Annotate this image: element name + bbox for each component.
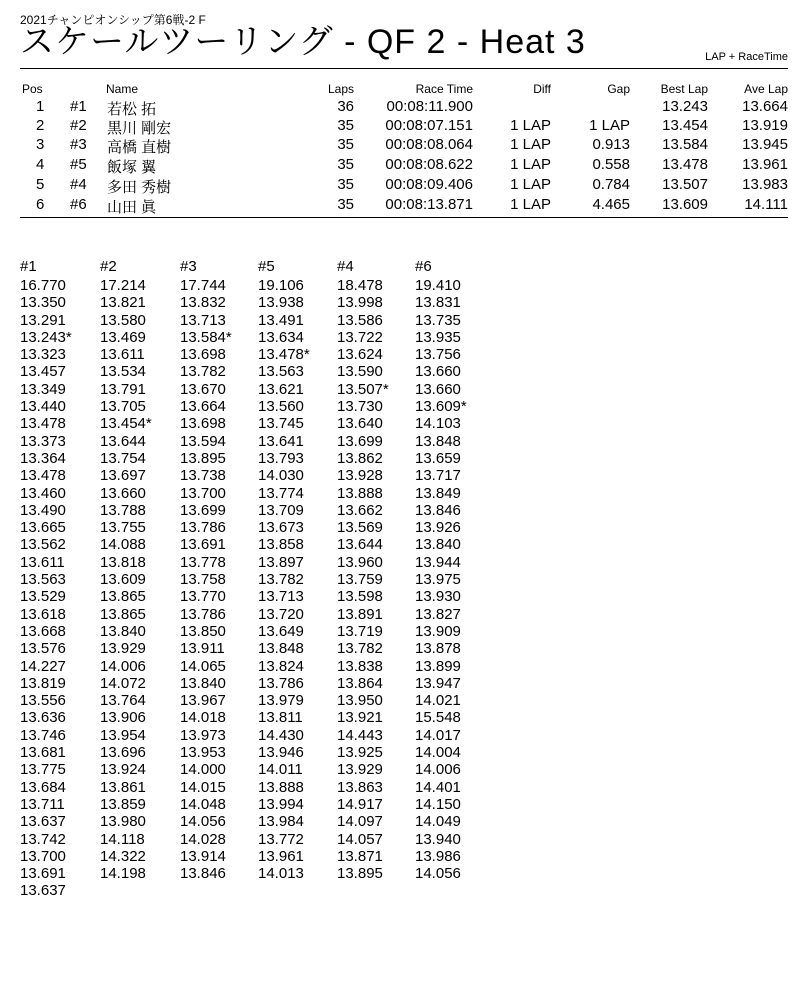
result-ave-lap: 13.983 [742, 176, 788, 193]
lap-time: 13.756 [415, 346, 461, 364]
result-diff: 1 LAP [510, 196, 551, 213]
lap-time: 13.849 [415, 484, 461, 502]
result-gap: 0.558 [592, 156, 630, 173]
col-header-ave-lap: Ave Lap [744, 82, 788, 96]
lap-time: 14.011 [258, 761, 303, 779]
lap-time: 13.636 [20, 709, 66, 727]
result-number: #6 [70, 196, 87, 213]
lap-time: 13.611 [100, 346, 145, 364]
result-pos: 3 [36, 136, 45, 153]
lap-time: 13.609 [100, 571, 146, 589]
lap-time: 13.954 [100, 726, 146, 744]
lap-time: 13.786 [180, 519, 226, 537]
lap-column [337, 277, 389, 882]
page-title: スケールツーリング - QF 2 - Heat 3 [20, 23, 586, 61]
result-best-lap: 13.507 [662, 176, 708, 193]
result-race-time: 00:08:07.151 [385, 117, 473, 134]
lap-time: 13.832 [180, 294, 226, 312]
lap-time: 14.021 [415, 692, 461, 710]
lap-time: 19.106 [258, 277, 304, 294]
lap-time: 13.967 [180, 692, 226, 710]
lap-time: 13.791 [100, 380, 146, 398]
lap-time: 13.840 [100, 622, 146, 640]
lap-time: 13.827 [415, 605, 461, 623]
result-name: 山田 眞 [107, 199, 157, 216]
lap-time: 13.953 [180, 744, 226, 762]
lap-time: 13.621 [258, 380, 304, 398]
lap-time: 13.454* [100, 415, 152, 433]
lap-time: 19.410 [415, 277, 461, 294]
lap-time: 14.006 [100, 657, 146, 675]
lap-time: 13.730 [337, 398, 383, 416]
lap-time: 13.609* [415, 398, 467, 416]
lap-time: 13.788 [100, 501, 146, 519]
lap-time: 13.865 [100, 588, 146, 606]
lap-time: 13.764 [100, 692, 146, 710]
result-gap: 0.784 [592, 176, 630, 193]
lap-time: 13.935 [415, 328, 461, 346]
lap-time: 14.056 [415, 865, 461, 883]
lap-time: 13.980 [100, 813, 146, 831]
result-row [0, 196, 800, 215]
lap-column [258, 277, 310, 882]
lap-time: 13.819 [20, 674, 66, 692]
report-mode: LAP + RaceTime [705, 51, 788, 63]
lap-time: 14.097 [337, 813, 383, 831]
result-name: 高橋 直樹 [107, 139, 172, 156]
result-race-time: 00:08:09.406 [385, 176, 473, 193]
lap-time: 13.624 [337, 346, 383, 364]
lap-header-driver: #4 [337, 258, 354, 275]
lap-time: 13.946 [258, 744, 304, 762]
result-ave-lap: 13.664 [742, 98, 788, 115]
result-best-lap: 13.584 [662, 136, 708, 153]
lap-time: 13.960 [337, 553, 383, 571]
result-pos: 2 [36, 117, 45, 134]
lap-time: 13.644 [337, 536, 383, 554]
lap-time: 14.017 [415, 726, 461, 744]
lap-time: 13.711 [20, 795, 65, 813]
lap-time: 13.349 [20, 380, 66, 398]
lap-time: 13.713 [180, 311, 226, 329]
lap-time: 14.198 [100, 865, 146, 883]
lap-time: 13.888 [337, 484, 383, 502]
lap-time: 13.560 [258, 398, 304, 416]
result-number: #5 [70, 156, 87, 173]
lap-time: 13.782 [180, 363, 226, 381]
lap-time: 13.745 [258, 415, 304, 433]
lap-time: 13.490 [20, 501, 66, 519]
result-name: 多田 秀樹 [107, 179, 172, 196]
result-name: 若松 拓 [107, 101, 157, 118]
lap-time: 13.865 [100, 605, 146, 623]
col-header-gap: Gap [607, 82, 630, 96]
lap-time: 13.862 [337, 449, 383, 467]
result-row [0, 176, 800, 195]
lap-time: 13.979 [258, 692, 304, 710]
lap-time: 14.057 [337, 830, 383, 848]
lap-time: 13.848 [258, 640, 304, 658]
lap-time: 13.529 [20, 588, 66, 606]
lap-time: 14.056 [180, 813, 226, 831]
lap-time: 13.291 [20, 311, 66, 329]
lap-time: 13.373 [20, 432, 66, 450]
lap-time: 13.350 [20, 294, 66, 312]
lap-time: 13.975 [415, 571, 461, 589]
result-row [0, 156, 800, 175]
result-race-time: 00:08:08.064 [385, 136, 473, 153]
lap-time: 13.759 [337, 571, 383, 589]
lap-time: 18.478 [337, 277, 383, 294]
lap-time: 14.028 [180, 830, 226, 848]
result-pos: 4 [36, 156, 45, 173]
lap-time: 14.227 [20, 657, 66, 675]
lap-time: 13.742 [20, 830, 66, 848]
result-gap: 1 LAP [589, 117, 630, 134]
lap-time: 13.668 [20, 622, 66, 640]
lap-time: 13.775 [20, 761, 66, 779]
col-header-laps: Laps [327, 82, 354, 96]
lap-time: 13.705 [100, 398, 146, 416]
lap-time: 13.871 [337, 847, 383, 865]
result-race-time: 00:08:11.900 [386, 98, 473, 115]
result-number: #2 [70, 117, 87, 134]
lap-time: 13.925 [337, 744, 383, 762]
lap-time: 13.665 [20, 519, 66, 537]
lap-time: 13.858 [258, 536, 304, 554]
lap-time: 13.786 [180, 605, 226, 623]
lap-time: 13.660 [100, 484, 146, 502]
lap-time: 13.878 [415, 640, 461, 658]
lap-time: 13.772 [258, 830, 304, 848]
lap-time: 13.824 [258, 657, 304, 675]
lap-time: 13.717 [415, 467, 461, 485]
lap-time: 13.930 [415, 588, 461, 606]
result-row [0, 98, 800, 117]
col-header-pos: Pos [22, 82, 43, 96]
lap-time: 13.569 [337, 519, 383, 537]
lap-column [180, 277, 232, 882]
lap-time: 13.534 [100, 363, 146, 381]
lap-time: 14.004 [415, 744, 461, 762]
lap-time: 13.950 [337, 692, 383, 710]
result-number: #3 [70, 136, 87, 153]
lap-time: 13.848 [415, 432, 461, 450]
lap-time: 13.986 [415, 847, 461, 865]
result-pos: 6 [36, 196, 45, 213]
lap-time: 14.030 [258, 467, 304, 485]
lap-time: 13.928 [337, 467, 383, 485]
lap-time: 13.911 [180, 640, 225, 658]
lap-time: 13.940 [415, 830, 461, 848]
results-top-rule [20, 68, 788, 69]
event-name: 2021チャンピオンシップ第6戦-2 F [20, 13, 206, 27]
lap-time: 13.673 [258, 519, 304, 537]
lap-time: 13.698 [180, 415, 226, 433]
result-row [0, 117, 800, 136]
lap-time: 13.840 [180, 674, 226, 692]
lap-column [20, 277, 72, 900]
lap-time: 14.150 [415, 795, 461, 813]
lap-time: 13.926 [415, 519, 461, 537]
result-ave-lap: 13.945 [742, 136, 788, 153]
lap-time: 13.895 [180, 449, 226, 467]
lap-time: 14.118 [100, 830, 145, 848]
lap-time: 13.831 [415, 294, 461, 312]
lap-time: 14.013 [258, 865, 304, 883]
lap-time: 13.888 [258, 778, 304, 796]
lap-time: 13.755 [100, 519, 146, 537]
lap-time: 16.770 [20, 277, 66, 294]
result-race-time: 00:08:08.622 [385, 156, 473, 173]
lap-header-driver: #2 [100, 258, 117, 275]
lap-column [415, 277, 467, 882]
lap-time: 13.618 [20, 605, 66, 623]
result-ave-lap: 13.961 [742, 156, 788, 173]
lap-time: 13.580 [100, 311, 146, 329]
lap-time: 13.863 [337, 778, 383, 796]
lap-time: 17.744 [180, 277, 226, 294]
lap-time: 13.994 [258, 795, 304, 813]
lap-time: 13.938 [258, 294, 304, 312]
lap-time: 14.018 [180, 709, 226, 727]
lap-time: 13.586 [337, 311, 383, 329]
result-laps: 36 [337, 98, 354, 115]
lap-time: 13.691 [180, 536, 226, 554]
lap-time: 13.929 [337, 761, 383, 779]
lap-time: 13.469 [100, 328, 146, 346]
lap-time: 13.637 [20, 882, 66, 900]
lap-time: 13.700 [20, 847, 66, 865]
lap-time: 13.700 [180, 484, 226, 502]
result-laps: 35 [337, 176, 354, 193]
lap-time: 13.840 [415, 536, 461, 554]
lap-time: 13.460 [20, 484, 66, 502]
lap-time: 14.443 [337, 726, 383, 744]
lap-time: 13.670 [180, 380, 226, 398]
lap-time: 13.634 [258, 328, 304, 346]
result-laps: 35 [337, 136, 354, 153]
lap-time: 13.897 [258, 553, 304, 571]
lap-time: 13.864 [337, 674, 383, 692]
lap-time: 13.929 [100, 640, 146, 658]
col-header-diff: Diff [533, 82, 551, 96]
result-number: #4 [70, 176, 87, 193]
result-pos: 1 [36, 98, 45, 115]
result-diff: 1 LAP [510, 156, 551, 173]
lap-time: 13.786 [258, 674, 304, 692]
result-pos: 5 [36, 176, 45, 193]
result-gap: 0.913 [592, 136, 630, 153]
lap-time: 14.000 [180, 761, 226, 779]
lap-time: 13.590 [337, 363, 383, 381]
lap-time: 14.401 [415, 778, 461, 796]
lap-time: 13.709 [258, 501, 304, 519]
lap-header-driver: #6 [415, 258, 432, 275]
col-header-best-lap: Best Lap [660, 82, 708, 96]
lap-time: 13.722 [337, 328, 383, 346]
lap-time: 13.921 [337, 709, 383, 727]
lap-time: 13.696 [100, 744, 146, 762]
lap-time: 14.103 [415, 415, 461, 433]
lap-time: 14.917 [337, 795, 383, 813]
lap-time: 13.664 [180, 398, 226, 416]
lap-time: 13.793 [258, 449, 304, 467]
lap-time: 13.735 [415, 311, 461, 329]
lap-time: 13.859 [100, 795, 146, 813]
lap-time: 13.323 [20, 346, 66, 364]
lap-time: 13.637 [20, 813, 66, 831]
lap-time: 13.944 [415, 553, 461, 571]
lap-time: 13.811 [258, 709, 303, 727]
lap-time: 13.774 [258, 484, 304, 502]
result-diff: 1 LAP [510, 176, 551, 193]
lap-time: 13.770 [180, 588, 226, 606]
lap-time: 13.698 [180, 346, 226, 364]
lap-time: 13.649 [258, 622, 304, 640]
lap-time: 13.738 [180, 467, 226, 485]
lap-time: 13.758 [180, 571, 226, 589]
lap-time: 13.641 [258, 432, 304, 450]
lap-time: 13.576 [20, 640, 66, 658]
result-ave-lap: 14.111 [744, 196, 788, 213]
lap-header-driver: #1 [20, 258, 37, 275]
result-diff: 1 LAP [510, 117, 551, 134]
lap-time: 13.598 [337, 588, 383, 606]
lap-time: 13.662 [337, 501, 383, 519]
lap-header-driver: #3 [180, 258, 197, 275]
lap-time: 13.699 [180, 501, 226, 519]
lap-time: 13.961 [258, 847, 304, 865]
lap-time: 13.895 [337, 865, 383, 883]
lap-time: 13.713 [258, 588, 304, 606]
result-laps: 35 [337, 117, 354, 134]
lap-time: 13.457 [20, 363, 66, 381]
col-header-race-time: Race Time [415, 82, 473, 96]
lap-time: 13.846 [180, 865, 226, 883]
lap-time: 15.548 [415, 709, 461, 727]
lap-time: 14.430 [258, 726, 304, 744]
lap-time: 13.998 [337, 294, 383, 312]
lap-time: 13.478* [258, 346, 310, 364]
lap-time: 14.088 [100, 536, 146, 554]
lap-time: 13.909 [415, 622, 461, 640]
result-best-lap: 13.243 [662, 98, 708, 115]
lap-time: 13.364 [20, 449, 66, 467]
result-name: 黒川 剛宏 [107, 120, 172, 137]
lap-time: 14.072 [100, 674, 146, 692]
lap-time: 13.754 [100, 449, 146, 467]
lap-time: 14.006 [415, 761, 461, 779]
lap-time: 13.984 [258, 813, 304, 831]
lap-time: 13.699 [337, 432, 383, 450]
result-laps: 35 [337, 156, 354, 173]
lap-time: 13.719 [337, 622, 383, 640]
result-diff: 1 LAP [510, 136, 551, 153]
results-bottom-rule [20, 217, 788, 218]
lap-time: 13.644 [100, 432, 146, 450]
result-name: 飯塚 翼 [107, 159, 157, 176]
lap-time: 14.015 [180, 778, 226, 796]
lap-time: 13.563 [20, 571, 66, 589]
lap-time: 13.778 [180, 553, 226, 571]
result-best-lap: 13.609 [662, 196, 708, 213]
lap-time: 13.924 [100, 761, 146, 779]
lap-time: 13.611 [20, 553, 65, 571]
lap-time: 14.049 [415, 813, 461, 831]
lap-time: 13.861 [100, 778, 146, 796]
lap-time: 13.746 [20, 726, 66, 744]
lap-time: 13.697 [100, 467, 146, 485]
lap-time: 13.478 [20, 415, 66, 433]
lap-time: 13.681 [20, 744, 66, 762]
lap-time: 13.562 [20, 536, 66, 554]
result-race-time: 00:08:13.871 [385, 196, 473, 213]
lap-time: 13.660 [415, 380, 461, 398]
lap-time: 13.584* [180, 328, 232, 346]
lap-time: 13.906 [100, 709, 146, 727]
lap-time: 13.563 [258, 363, 304, 381]
result-gap: 4.465 [592, 196, 630, 213]
result-best-lap: 13.454 [662, 117, 708, 134]
lap-time: 13.556 [20, 692, 66, 710]
lap-time: 13.684 [20, 778, 66, 796]
lap-time: 13.973 [180, 726, 226, 744]
lap-time: 13.491 [258, 311, 304, 329]
lap-time: 13.640 [337, 415, 383, 433]
lap-time: 13.846 [415, 501, 461, 519]
result-laps: 35 [337, 196, 354, 213]
lap-time: 13.594 [180, 432, 226, 450]
lap-time: 13.947 [415, 674, 461, 692]
result-row [0, 136, 800, 155]
lap-time: 13.782 [258, 571, 304, 589]
lap-time: 14.322 [100, 847, 146, 865]
lap-header-driver: #5 [258, 258, 275, 275]
lap-time: 13.660 [415, 363, 461, 381]
lap-column [100, 277, 152, 882]
lap-time: 13.818 [100, 553, 146, 571]
result-ave-lap: 13.919 [742, 117, 788, 134]
result-number: #1 [70, 98, 87, 115]
lap-time: 13.899 [415, 657, 461, 675]
lap-time: 17.214 [100, 277, 146, 294]
lap-time: 13.782 [337, 640, 383, 658]
col-header-name: Name [106, 82, 139, 96]
lap-time: 13.507* [337, 380, 389, 398]
result-best-lap: 13.478 [662, 156, 708, 173]
lap-time: 13.659 [415, 449, 461, 467]
lap-time: 13.838 [337, 657, 383, 675]
lap-time: 13.850 [180, 622, 226, 640]
lap-time: 14.048 [180, 795, 226, 813]
lap-time: 13.891 [337, 605, 383, 623]
lap-time: 13.478 [20, 467, 66, 485]
lap-time: 13.440 [20, 398, 66, 416]
lap-time: 13.243* [20, 328, 72, 346]
lap-time: 13.821 [100, 294, 146, 312]
lap-time: 13.691 [20, 865, 66, 883]
lap-time: 13.914 [180, 847, 226, 865]
lap-time: 13.720 [258, 605, 304, 623]
lap-time: 14.065 [180, 657, 226, 675]
